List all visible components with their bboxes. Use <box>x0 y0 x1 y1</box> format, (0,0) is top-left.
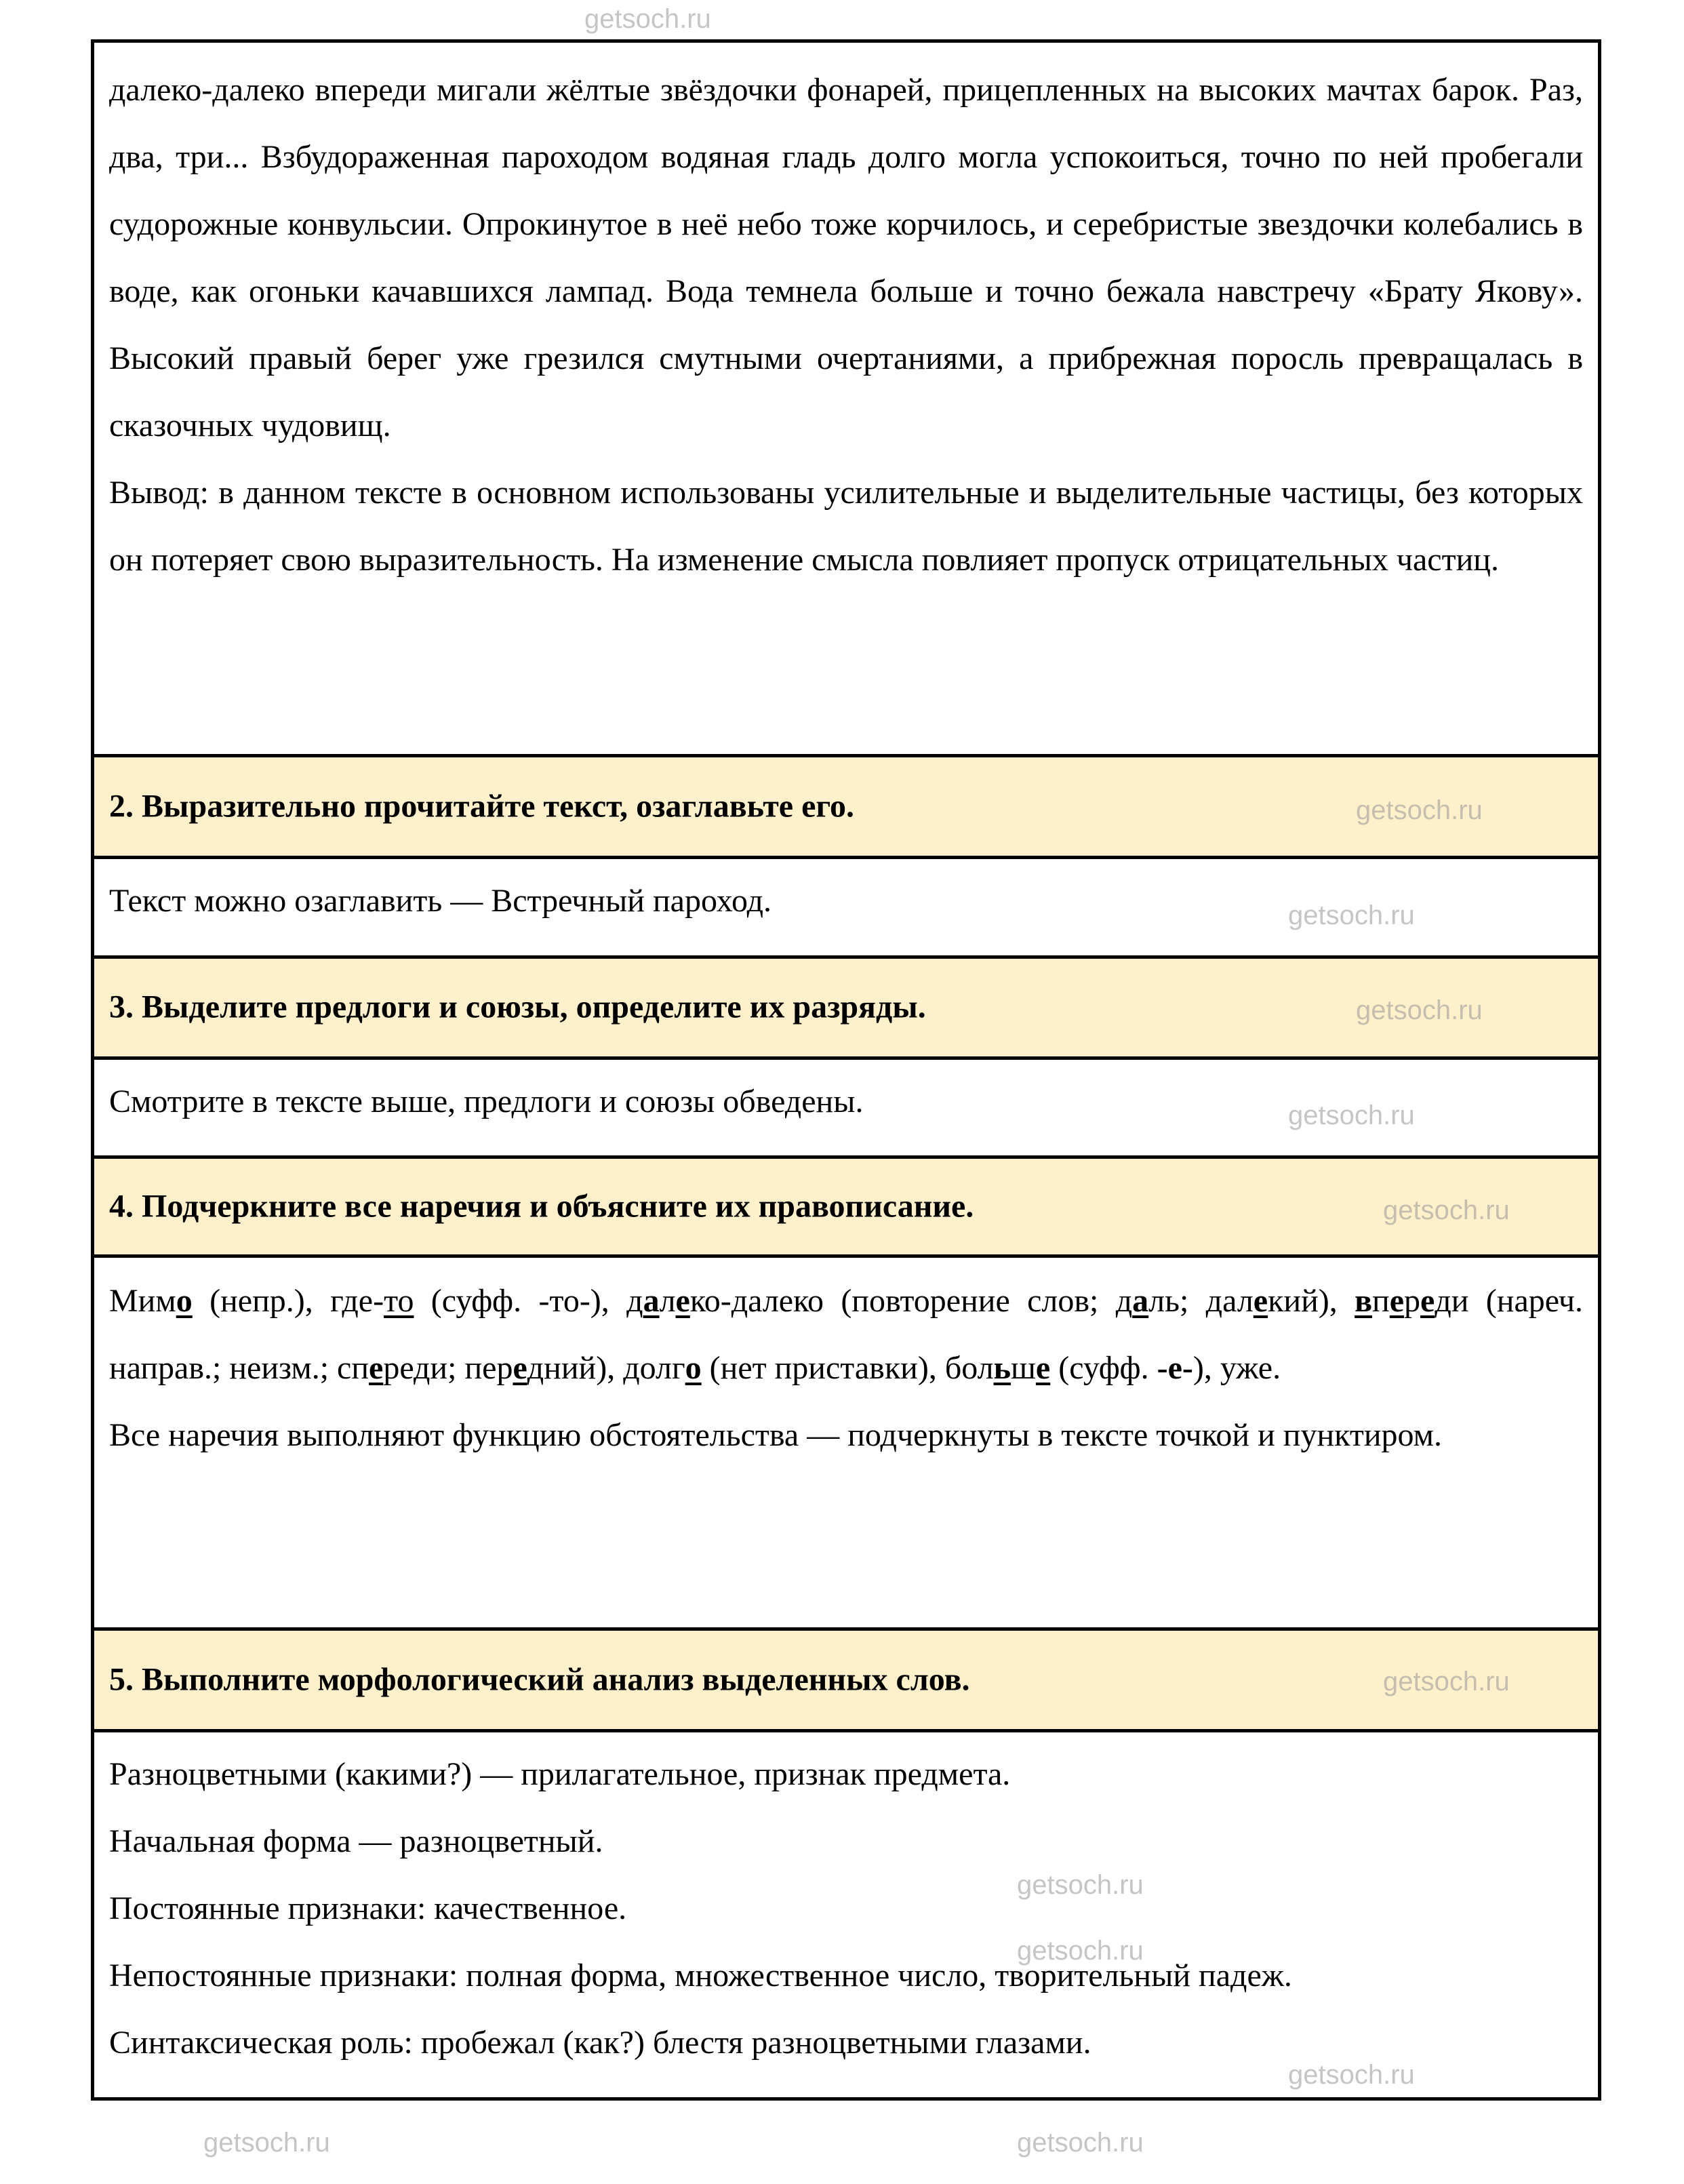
watermark: getsoch.ru <box>1288 2060 1415 2090</box>
task-4-answer-row <box>94 1254 1598 1627</box>
watermark: getsoch.ru <box>1383 1195 1510 1225</box>
watermark: getsoch.ru <box>1017 1870 1144 1900</box>
morph-line: Разноцветными (какими?) — прилагательное, признак предмета. <box>109 1756 1011 1792</box>
morph-line: Начальная форма — разноцветный. <box>109 1823 603 1859</box>
task-2-question: 2. Выразительно прочитайте текст, озаглавьте его. <box>109 788 854 825</box>
task-5-header <box>94 1627 1598 1729</box>
watermark: getsoch.ru <box>584 4 711 34</box>
adverbs-explanation: Мимо (непр.), где-то (суфф. -то-), далеко-далеко (повторение слов; даль; далекий), впереди (нареч. направ.; неизм.; спереди; передний), долго (нет приставки), больше (суфф. -е-), уже. <box>109 1283 1584 1386</box>
morph-line: Синтаксическая роль: пробежал (как?) блестя разноцветными глазами. <box>109 2025 1091 2061</box>
morph-line: Непостоянные признаки: полная форма, множественное число, творительный падеж. <box>109 1958 1292 1993</box>
task-4-question: 4. Подчеркните все наречия и объясните их правописание. <box>109 1188 974 1225</box>
task-5-answer-row <box>94 1729 1598 2101</box>
watermark: getsoch.ru <box>1288 1100 1415 1130</box>
task-3-question: 3. Выделите предлоги и союзы, определите их разряды. <box>109 989 926 1025</box>
watermark: getsoch.ru <box>1017 2128 1144 2158</box>
conclusion-paragraph: Вывод: в данном тексте в основном использованы усилительные и выделительные частицы, без которых он потеряет свою выразительность. На изменение смысла повлияет пропуск отрицательных частиц. <box>109 475 1583 578</box>
intro-paragraph: далеко-далеко впереди мигали жёлтые звёздочки фонарей, прицепленных на высоких мачтах барок. Раз, два, три... Взбудораженная пароходом водяная гладь долго могла успокоиться, точно по ней пробегали судорожные конвульсии. Опрокинутое в неё небо тоже корчилось, и серебристые звездочки колебались в воде, как огоньки качавшихся лампад. Вода темнела больше и точно бежала навстречу «Брату Якову». Высокий правый берег уже грезился смутными очертаниями, а прибрежная поросль превращалась в сказочных чудовищ. <box>109 72 1583 443</box>
task-2-answer-row <box>94 856 1598 955</box>
watermark: getsoch.ru <box>1383 1667 1510 1696</box>
intro-row <box>94 43 1598 754</box>
watermark: getsoch.ru <box>1017 1936 1144 1966</box>
adverbs-function: Все наречия выполняют функцию обстоятельства — подчеркнуты в тексте точкой и пунктиром. <box>109 1417 1442 1453</box>
watermark: getsoch.ru <box>1356 795 1483 825</box>
watermark: getsoch.ru <box>203 2128 330 2158</box>
task-2-header <box>94 754 1598 856</box>
task-5-question: 5. Выполните морфологический анализ выделенных слов. <box>109 1661 970 1698</box>
task-5-answer <box>109 1741 1583 2076</box>
morph-line: Постоянные признаки: качественное. <box>109 1890 627 1926</box>
task-3-header <box>94 955 1598 1056</box>
task-2-answer: Текст можно озаглавить — Встречный пароход. <box>109 883 771 919</box>
task-4-header <box>94 1155 1598 1254</box>
intro-text <box>109 56 1583 593</box>
task-3-answer-row <box>94 1056 1598 1155</box>
task-3-answer: Смотрите в тексте выше, предлоги и союзы обведены. <box>109 1084 864 1119</box>
watermark: getsoch.ru <box>1356 995 1483 1025</box>
watermark: getsoch.ru <box>1288 900 1415 930</box>
answer-table <box>91 39 1601 2101</box>
task-4-answer <box>109 1267 1583 1469</box>
